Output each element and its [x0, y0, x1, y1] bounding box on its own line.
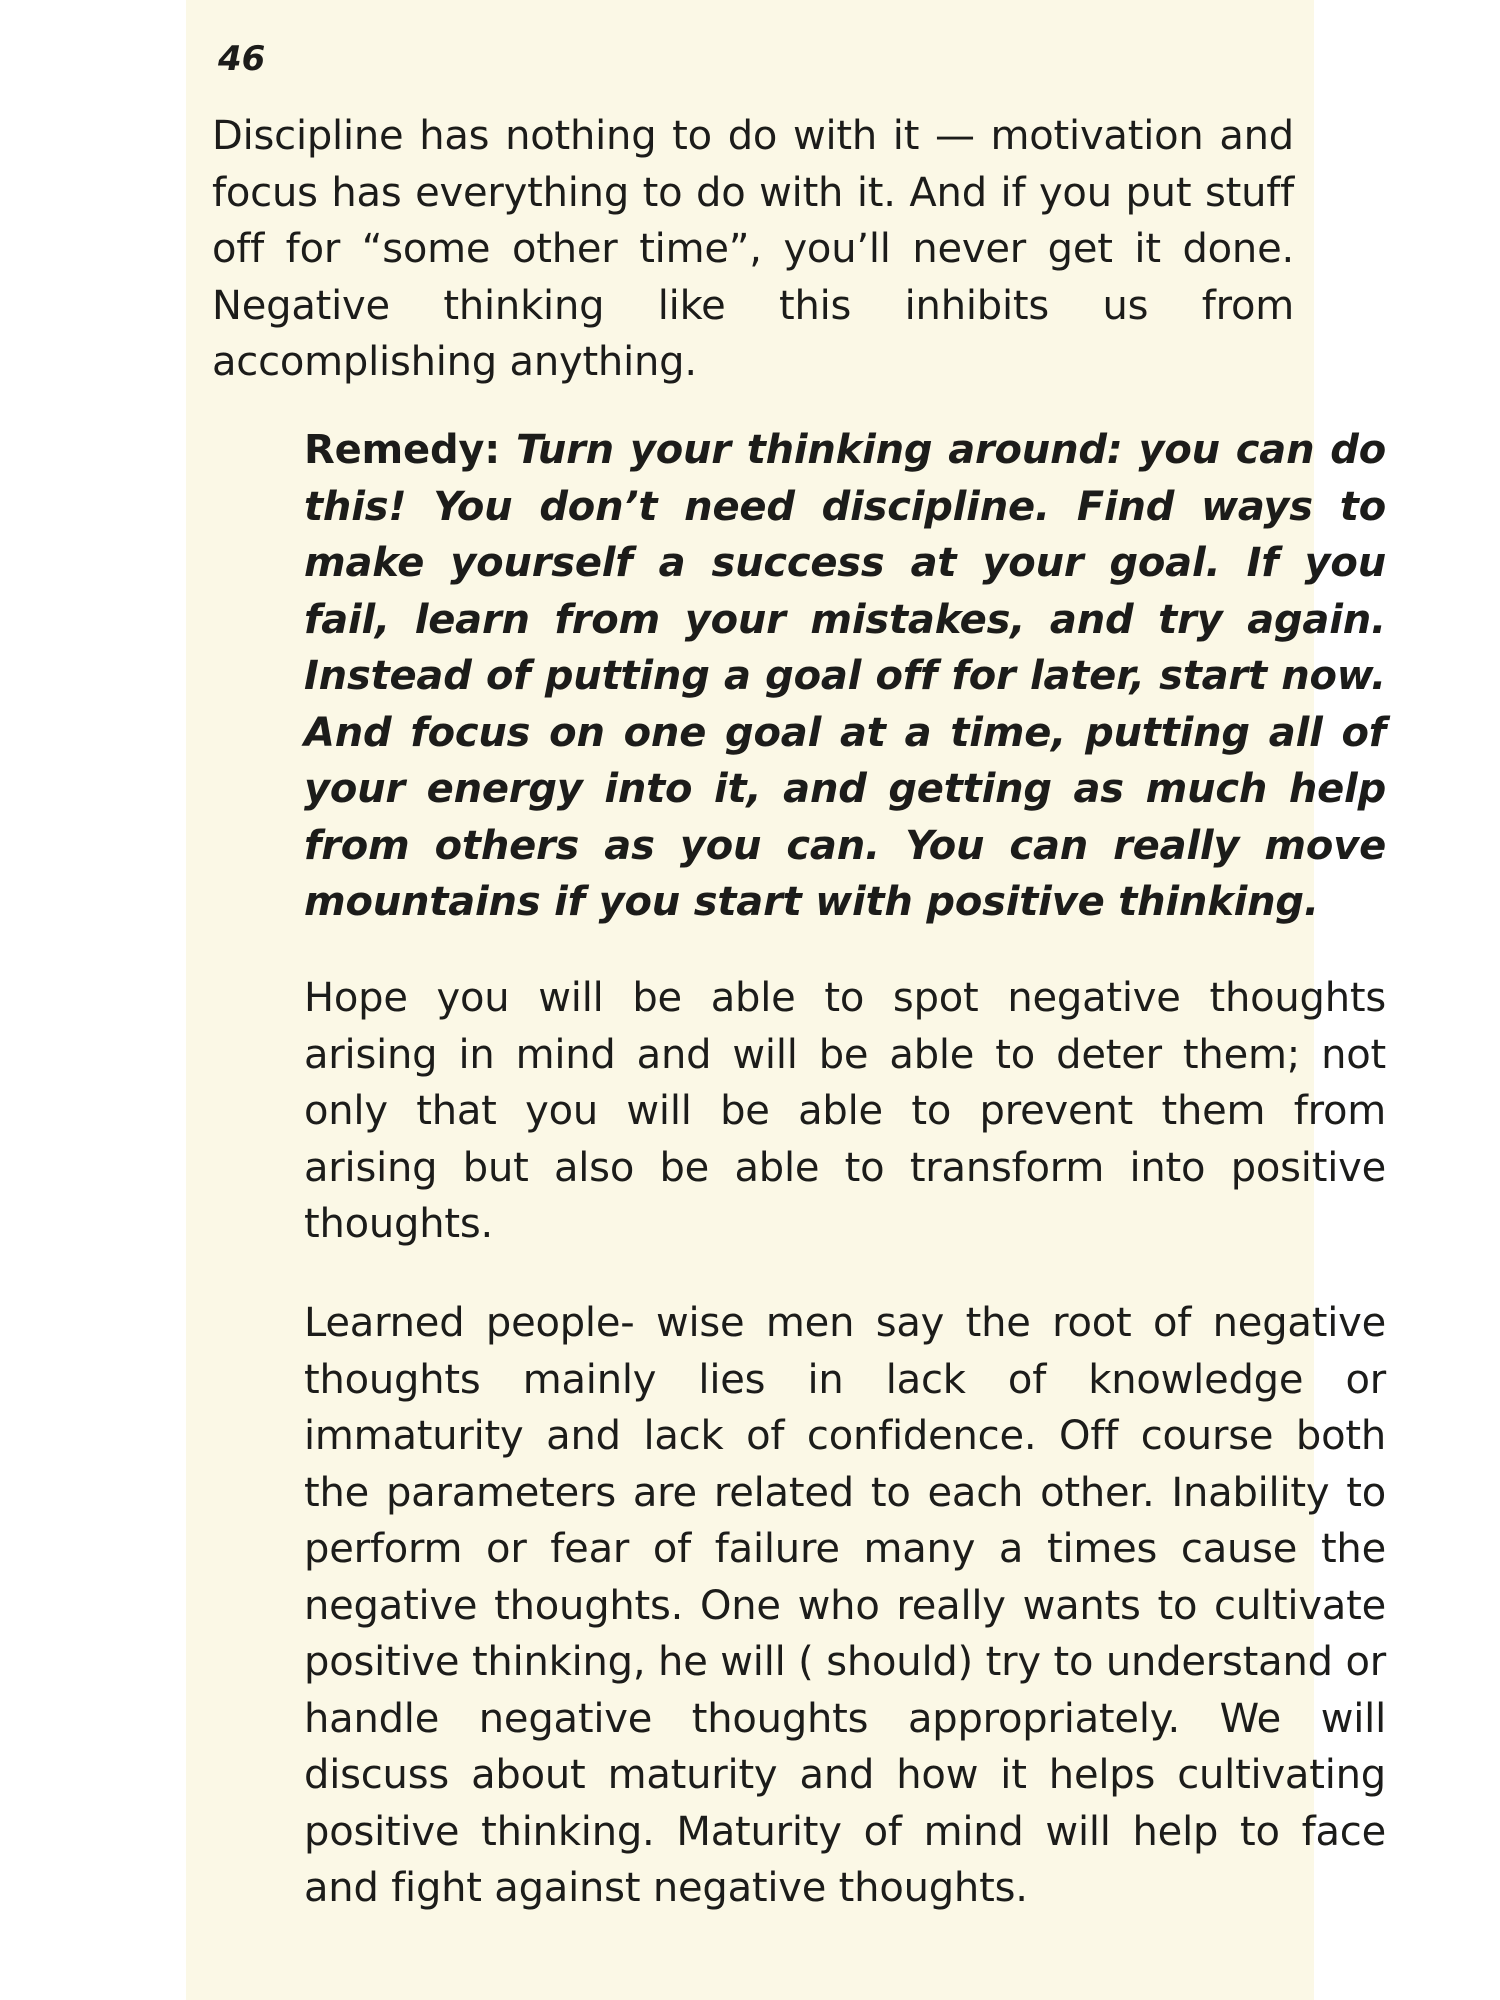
paragraph-discipline: Discipline has nothing to do with it — motivation and focus has everything to do with it. And if you put stuff off for “some other time”, you’ll never get it done. Negative thinking like this inhibits us from accomplishing anything. — [212, 113, 1294, 385]
page-number: 46 — [218, 39, 266, 79]
paragraph-remedy — [212, 422, 1386, 931]
paragraph-learned-people: Learned people- wise men say the root of negative thoughts mainly lies in lack of knowledge or immaturity and lack of confidence. Off course both the parameters are related to each other. Inability to perform or fear of failure many a times cause the negative thoughts. One who really wants to cultivate positive thinking, he will ( should) try to understand or handle negative thoughts appropriately. We will discuss about maturity and how it helps cultivating positive thinking. Maturity of mind will help to face and fight against negative thoughts. — [304, 1300, 1386, 1911]
remedy-label: Remedy: — [304, 427, 516, 473]
remedy-text: Turn your thinking around: you can do this! You don’t need discipline. Find ways to make yourself a success at your goal. If you fail, learn from your mistakes, and try again. Instead of putting a goal off for later, start now. And focus on one goal at a time, putting all of your energy into it, and getting as much help from others as you can. You can really move mountains if you start with positive thinking. — [304, 427, 1386, 925]
paragraph-hope: Hope you will be able to spot negative thoughts arising in mind and will be able to deter them; not only that you will be able to prevent them from arising but also be able to transform into positive thoughts. — [304, 975, 1386, 1247]
book-page — [186, 0, 1386, 2000]
